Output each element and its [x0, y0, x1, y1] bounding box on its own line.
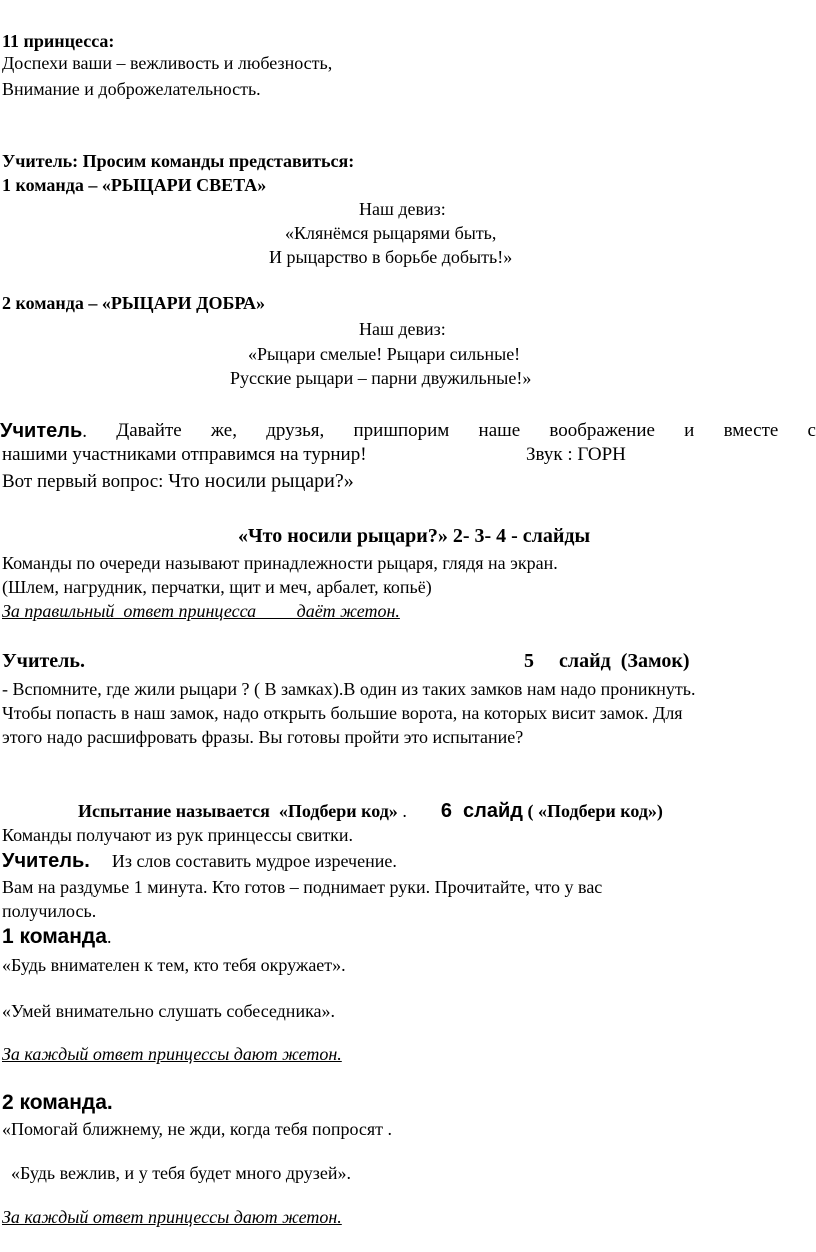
word: наше — [478, 420, 521, 441]
code-teacher-text: Из слов составить мудрое изречение. — [111, 851, 397, 871]
word: с — [807, 420, 816, 441]
code-section-heading — [78, 800, 663, 822]
first-question-text: Что носили рыцари?» — [168, 470, 354, 492]
armor-section-heading: «Что носили рыцари?» 2- 3- 4 - слайды — [238, 525, 591, 547]
code-team1-heading — [2, 926, 111, 948]
code-team2-phrase-1: «Помогай ближнему, не жди, когда тебя попросят . — [2, 1119, 393, 1139]
team2-name: 2 команда – «РЫЦАРИ ДОБРА» — [2, 293, 266, 313]
code-team1-phrase-2: «Умей внимательно слушать собеседника». — [2, 1001, 336, 1021]
teacher-label: Учитель — [0, 420, 83, 442]
code-team1-phrase-1: «Будь внимателен к тем, кто тебя окружает». — [2, 955, 346, 975]
teacher-tournament-line-1 — [0, 420, 816, 443]
word: и — [684, 420, 695, 441]
code-team2-reward: За каждый ответ принцессы дают жетон. — [2, 1207, 342, 1227]
teacher-intro-line: Учитель: Просим команды представиться: — [2, 151, 355, 171]
princess-line-1: Доспехи ваши – вежливость и любезность, — [2, 53, 333, 73]
teacher-tournament-line-2: нашими участниками отправимся на турнир! — [2, 444, 367, 465]
code-line-2: Вам на раздумье 1 минута. Кто готов – поднимает руки. Прочитайте, что у вас — [2, 877, 603, 897]
code-slide-name: ( «Подбери код») — [523, 801, 663, 821]
castle-slide-label: 5 слайд (Замок) — [524, 650, 690, 672]
first-question-prefix: Вот первый вопрос: — [2, 471, 169, 492]
word: . — [82, 421, 88, 442]
code-line-1: Команды получают из рук принцессы свитки. — [2, 825, 354, 845]
armor-line-1: Команды по очереди называют принадлежности рыцаря, глядя на экран. — [2, 553, 558, 573]
code-team1-dot: . — [106, 927, 112, 947]
word: пришпорим — [353, 420, 450, 441]
word: же, — [210, 420, 237, 441]
code-line-3: получилось. — [2, 901, 97, 921]
team1-motto-line-1: «Клянёмся рыцарями быть, — [285, 223, 497, 243]
code-slide-number: 6 слайд — [440, 800, 523, 822]
code-teacher-line — [2, 850, 397, 872]
castle-line-2: Чтобы попасть в наш замок, надо открыть большие ворота, на которых висит замок. Для — [2, 703, 683, 723]
team1-motto-label: Наш девиз: — [359, 199, 446, 219]
code-teacher-label: Учитель. — [2, 850, 90, 872]
team2-motto-line-1: «Рыцари смелые! Рыцари сильные! — [248, 344, 521, 364]
armor-reward: За правильный ответ принцесса даёт жетон. — [2, 601, 400, 621]
code-team1-label: 1 команда — [2, 925, 107, 948]
word: друзья, — [266, 420, 325, 441]
word: Давайте — [116, 420, 182, 441]
armor-line-2: (Шлем, нагрудник, перчатки, щит и меч, арбалет, копьё) — [2, 577, 432, 597]
castle-teacher-label: Учитель. — [2, 650, 85, 672]
code-title: Испытание называется «Подбери код» — [78, 801, 398, 821]
word: воображение — [549, 420, 655, 441]
princess-heading: 11 принцесса: — [2, 31, 115, 51]
castle-line-1: - Вспомните, где жили рыцари ? ( В замках).В один из таких замков нам надо проникнуть. — [2, 679, 696, 699]
code-team1-reward: За каждый ответ принцессы дают жетон. — [2, 1044, 342, 1064]
code-team2-phrase-2: «Будь вежлив, и у тебя будет много друзей». — [2, 1163, 351, 1183]
word: вместе — [723, 420, 779, 441]
princess-line-2: Внимание и доброжелательность. — [2, 79, 261, 99]
first-question-line — [2, 470, 354, 493]
code-team2-label: 2 команда. — [2, 1091, 113, 1114]
sound-cue: Звук : ГОРН — [526, 444, 626, 465]
team1-name: 1 команда – «РЫЦАРИ СВЕТА» — [2, 175, 267, 195]
code-title-dot: . — [397, 801, 407, 821]
team2-motto-line-2: Русские рыцари – парни двужильные!» — [230, 368, 532, 388]
team2-motto-label: Наш девиз: — [359, 319, 446, 339]
team1-motto-line-2: И рыцарство в борьбе добыть!» — [269, 247, 513, 267]
castle-line-3: этого надо расшифровать фразы. Вы готовы пройти это испытание? — [2, 727, 524, 747]
